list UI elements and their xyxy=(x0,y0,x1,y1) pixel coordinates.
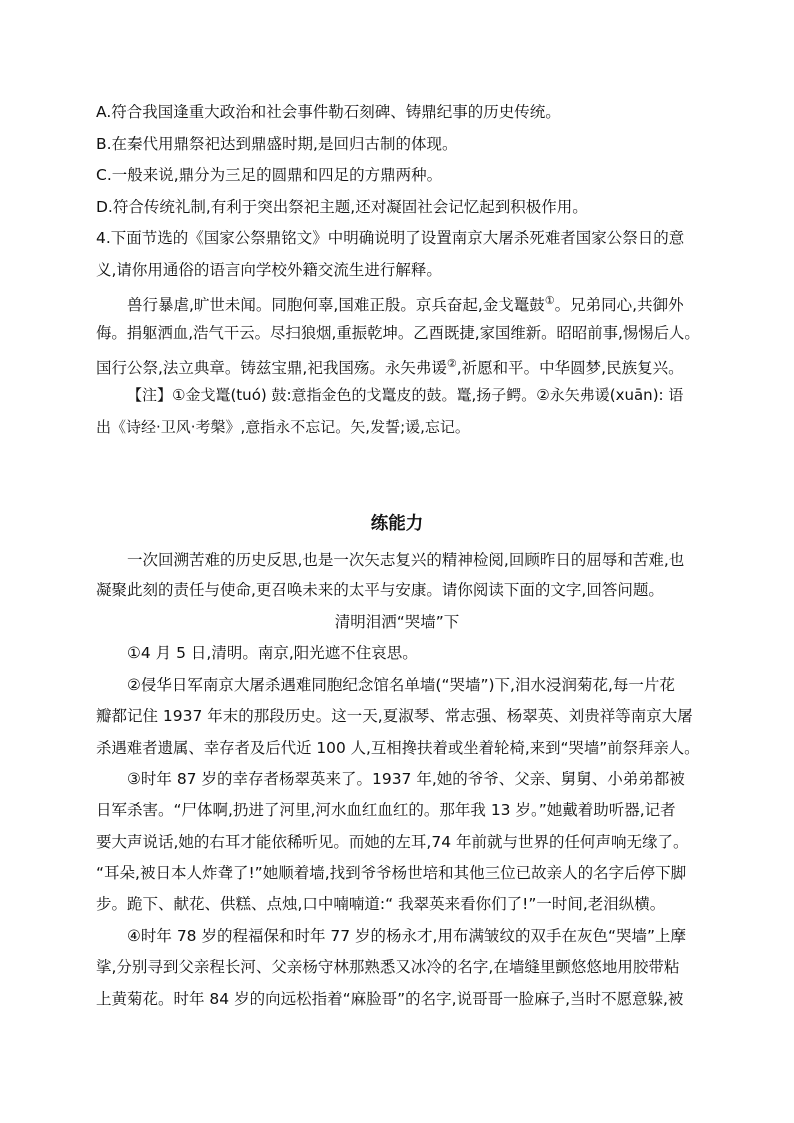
article-paragraph-2-line2: 瓣都记住 1937 年末的那段历史。这一天,夏淑琴、常志强、杨翠英、刘贵祥等南京大屠 xyxy=(96,707,693,725)
article-paragraph-4-line1: ④时年 78 岁的程福保和时年 77 岁的杨永才,用布满皱纹的双手在灰色“哭墙”上摩 xyxy=(127,927,687,945)
article-paragraph-3-line1: ③时年 87 岁的幸存者杨翠英来了。1937 年,她的爷爷、父亲、舅舅、小弟弟都被 xyxy=(127,770,685,788)
article-paragraph-4-line3: 上黄菊花。时年 84 岁的向远松指着“麻脸哥”的名字,说哥哥一脸麻子,当时不愿意躲,被 xyxy=(96,990,684,1008)
article-paragraph-1: ①4 月 5 日,清明。南京,阳光遮不住哀思。 xyxy=(127,644,418,662)
intro-line1: 一次回溯苦难的历史反思,也是一次矢志复兴的精神检阅,回顾昨日的屈辱和苦难,也 xyxy=(127,551,685,569)
question-4-line1: 4.下面节选的《国家公祭鼎铭文》中明确说明了设置南京大屠杀死难者国家公祭日的意 xyxy=(96,229,685,247)
inscription-text: ,祈愿和平。中华圆梦,民族复兴。 xyxy=(456,359,684,378)
option-d: D.符合传统礼制,有利于突出祭祀主题,还对凝固社会记忆起到积极作用。 xyxy=(96,198,588,216)
article-paragraph-4-line2: 挲,分别寻到父亲程长河、父亲杨守林那熟悉又冰冷的名字,在墙缝里颤悠悠地用胶带粘 xyxy=(96,958,680,976)
article-paragraph-2-line3: 杀遇难者遗属、幸存者及后代近 100 人,互相搀扶着或坐着轮椅,来到“哭墙”前祭拜亲人。 xyxy=(96,739,700,757)
section-title: 练能力 xyxy=(370,514,424,534)
article-title: 清明泪洒“哭墙”下 xyxy=(334,613,460,631)
intro-line2: 凝聚此刻的责任与使命,更召唤未来的太平与安康。请你阅读下面的文字,回答问题。 xyxy=(96,581,664,599)
inscription-line3 xyxy=(96,354,684,378)
inscription-text: 兽行暴虐,旷世未闻。同胞何辜,国难正殷。京兵奋起,金戈鼍鼓 xyxy=(127,296,545,315)
option-c: C.一般来说,鼎分为三足的圆鼎和四足的方鼎两种。 xyxy=(96,166,443,184)
inscription-text: 国行公祭,法立典章。铸兹宝鼎,祀我国殇。永矢弗谖 xyxy=(96,359,447,378)
inscription-line2: 侮。捐躯洒血,浩气干云。尽扫狼烟,重振乾坤。乙酉既捷,家国维新。昭昭前事,惕惕后人。 xyxy=(96,324,700,342)
article-paragraph-3-line5: 步。跪下、献花、供糕、点烛,口中喃喃道:“ 我翠英来看你们了!”一时间,老泪纵横。 xyxy=(96,895,666,913)
article-paragraph-3-line2: 日军杀害。“尸体啊,扔进了河里,河水血红血红的。那年我 13 岁。”她戴着助听器,记者 xyxy=(96,801,676,819)
footnote-mark-2: ② xyxy=(446,357,457,370)
inscription-text: 。兄弟同心,共御外 xyxy=(554,296,684,315)
option-b: B.在秦代用鼎祭祀达到鼎盛时期,是回归古制的体现。 xyxy=(96,135,458,153)
footnote-mark-1: ① xyxy=(544,294,555,307)
article-paragraph-3-line4: “耳朵,被日本人炸聋了!”她顺着墙,找到爷爷杨世培和其他三位已故亲人的名字后停下脚 xyxy=(96,864,687,882)
option-a: A.符合我国逢重大政治和社会事件勒石刻碑、铸鼎纪事的历史传统。 xyxy=(96,103,561,121)
article-paragraph-2-line1: ②侵华日军南京大屠杀遇难同胞纪念馆名单墙(“哭墙”)下,泪水浸润菊花,每一片花 xyxy=(127,676,675,694)
inscription-line1 xyxy=(127,291,684,315)
article-paragraph-3-line3: 要大声说话,她的右耳才能依稀听见。而她的左耳,74 年前就与世界的任何声响无缘了。 xyxy=(96,833,689,851)
note-line2: 出《诗经·卫风·考槃》,意指永不忘记。矢,发誓;谖,忘记。 xyxy=(96,418,470,436)
note-line1: 【注】①金戈鼍(tuó) 鼓:意指金色的戈鼍皮的鼓。鼍,扬子鳄。②永矢弗谖(xuān): 语 xyxy=(127,386,684,404)
question-4-line2: 义,请你用通俗的语言向学校外籍交流生进行解释。 xyxy=(96,261,442,279)
